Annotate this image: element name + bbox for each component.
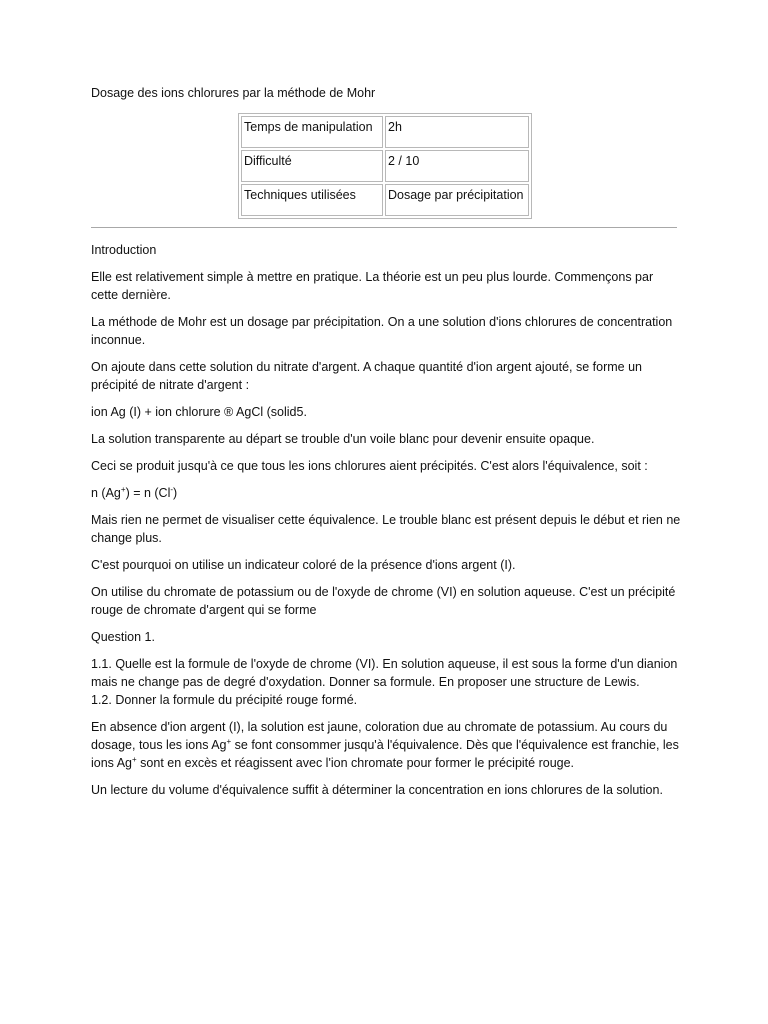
paragraph: Ceci se produit jusqu'à ce que tous les ions chlorures aient précipités. C'est alors l'équivalence, soit :: [91, 459, 648, 473]
paragraph: Elle est relativement simple à mettre en pratique. La théorie est un peu plus lourde. Commençons par cette dernière.: [91, 270, 654, 302]
paragraph: On utilise du chromate de potassium ou de l'oxyde de chrome (VI) en solution aqueuse. C'est un précipité rouge de chromate d'argent qui se forme: [91, 585, 676, 617]
equivalence-equation: [91, 484, 681, 502]
reaction-equation: ion Ag (I) + ion chlorure ® AgCl (solid5.: [91, 405, 307, 419]
table-row: [241, 184, 529, 216]
paragraph: Mais rien ne permet de visualiser cette équivalence. Le trouble blanc est présent depuis le début et rien ne change plus.: [91, 513, 681, 545]
table-row: [241, 116, 529, 148]
horizontal-divider: [91, 227, 677, 228]
document-title: Dosage des ions chlorures par la méthode de Mohr: [91, 86, 376, 100]
table-cell-label: Techniques utilisées: [241, 184, 383, 216]
text-part: sont en excès et réagissent avec l'ion chromate pour former le précipité rouge.: [136, 756, 575, 770]
table-cell-label: Difficulté: [241, 150, 383, 182]
table-cell-label: Temps de manipulation: [241, 116, 383, 148]
text-part: En absence d'ion argent (I), la solution est jaune, coloration due au chromate de potassium. Au cours du dosage, tous les ions Ag: [91, 720, 668, 752]
table-cell-value: Dosage par précipitation: [385, 184, 529, 216]
paragraph: La solution transparente au départ se trouble d'un voile blanc pour devenir ensuite opaque.: [91, 432, 595, 446]
paragraph: La méthode de Mohr est un dosage par précipitation. On a une solution d'ions chlorures de concentration inconnue.: [91, 315, 673, 347]
section-heading-question: Question 1.: [91, 630, 155, 644]
eq-superscript: +: [120, 485, 126, 494]
question-item: 1.2. Donner la formule du précipité rouge formé.: [91, 693, 358, 707]
eq-part: ): [173, 486, 178, 500]
text-part: se font consommer jusqu'à l'équivalence. Dès que l'équivalence est franchie, les ions Ag: [91, 738, 679, 770]
table-row: [241, 150, 529, 182]
section-heading-introduction: Introduction: [91, 243, 157, 257]
paragraph: Un lecture du volume d'équivalence suffit à déterminer la concentration en ions chlorures de la solution.: [91, 783, 663, 797]
table-cell-value: 2h: [385, 116, 529, 148]
superscript: +: [226, 737, 232, 746]
eq-part: ) = n (Cl: [125, 486, 171, 500]
eq-superscript: -: [170, 485, 174, 494]
eq-part: n (Ag: [91, 486, 121, 500]
info-table: [238, 113, 532, 219]
document-body: [91, 241, 681, 808]
superscript: +: [132, 755, 137, 764]
paragraph: C'est pourquoi on utilise un indicateur coloré de la présence d'ions argent (I).: [91, 558, 516, 572]
question-item: 1.1. Quelle est la formule de l'oxyde de chrome (VI). En solution aqueuse, il est sous la forme d'un dianion mais ne change pas de degré d'oxydation. Donner sa formule. En proposer une structure de Lewis.: [91, 657, 678, 689]
paragraph: [91, 718, 681, 772]
table-cell-value: 2 / 10: [385, 150, 529, 182]
paragraph: On ajoute dans cette solution du nitrate d'argent. A chaque quantité d'ion argent ajouté, se forme un précipité de nitrate d'argent :: [91, 360, 642, 392]
